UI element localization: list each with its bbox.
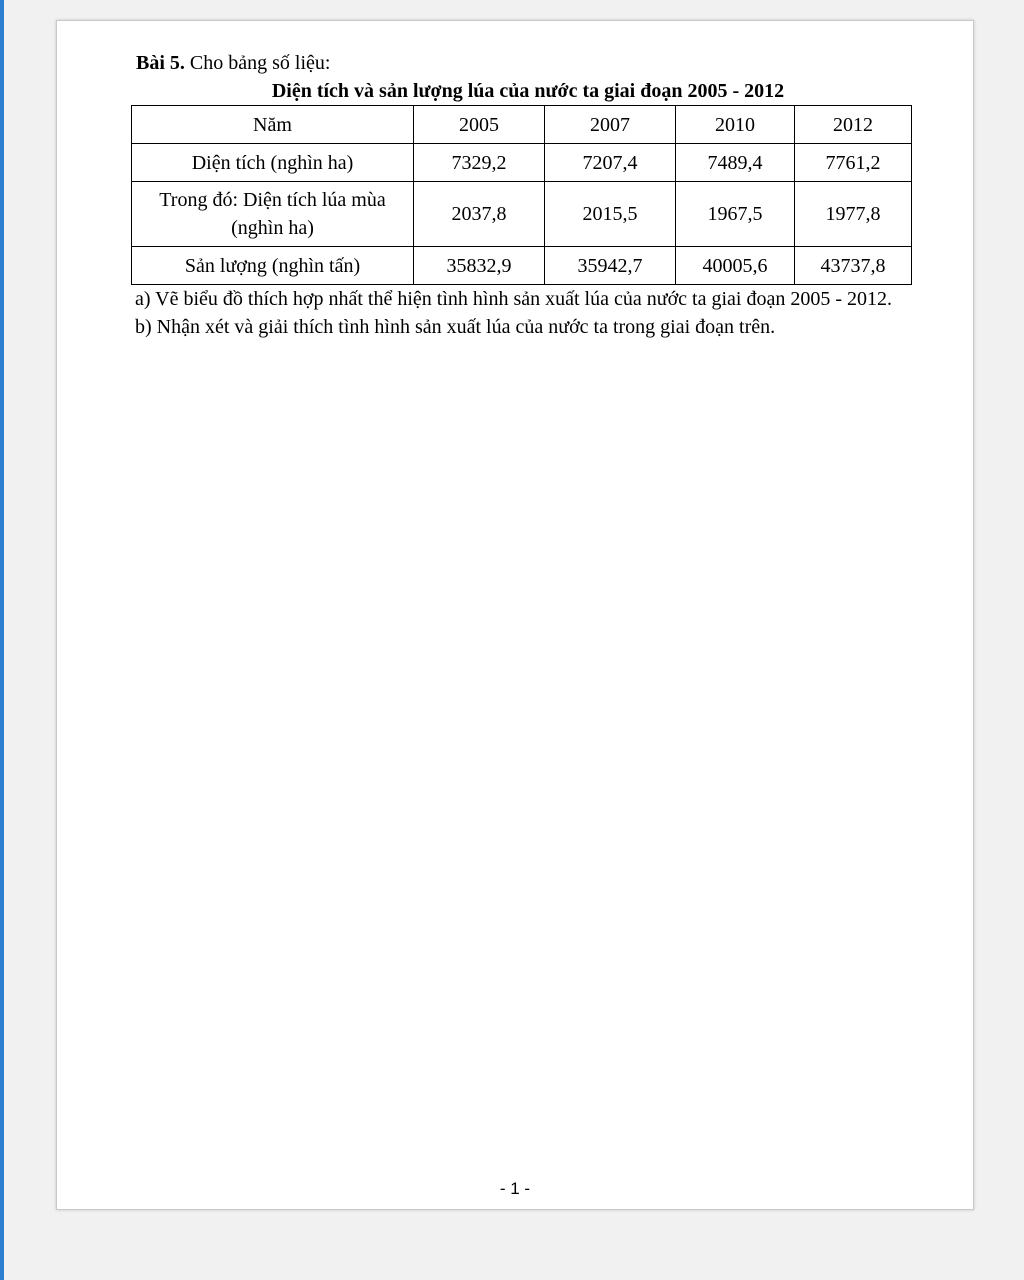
table-row-label: Trong đó: Diện tích lúa mùa (nghìn ha) (132, 182, 414, 247)
table-header-cell: Năm (132, 106, 414, 144)
page-content (136, 49, 916, 341)
table-header-cell: 2007 (545, 106, 676, 144)
data-table (131, 105, 912, 285)
table-cell: 35942,7 (545, 247, 676, 285)
table-cell: 7329,2 (414, 144, 545, 182)
exercise-intro: Cho bảng số liệu: (184, 52, 331, 74)
table-cell: 1967,5 (676, 182, 795, 247)
question-a: a) Vẽ biểu đồ thích hợp nhất thể hiện tình hình sản xuất lúa của nước ta giai đoạn 2005 - 2012. (135, 288, 893, 310)
table-row (132, 182, 912, 247)
table-title: Diện tích và sản lượng lúa của nước ta giai đoạn 2005 - 2012 (271, 80, 785, 102)
table-cell: 2015,5 (545, 182, 676, 247)
table-cell: 2037,8 (414, 182, 545, 247)
table-header-cell: 2005 (414, 106, 545, 144)
table-cell: 7489,4 (676, 144, 795, 182)
table-header-row (132, 106, 912, 144)
table-row-label: Sản lượng (nghìn tấn) (132, 247, 414, 285)
table-cell: 35832,9 (414, 247, 545, 285)
table-cell: 40005,6 (676, 247, 795, 285)
exercise-heading (136, 49, 916, 77)
page-number: - 1 - (499, 1179, 531, 1198)
question-b: b) Nhận xét và giải thích tình hình sản xuất lúa của nước ta trong giai đoạn trên. (135, 316, 776, 338)
window-left-accent (0, 0, 4, 1280)
table-row (132, 247, 912, 285)
table-header-cell: 2012 (795, 106, 912, 144)
table-cell: 7761,2 (795, 144, 912, 182)
table-cell: 43737,8 (795, 247, 912, 285)
table-row (132, 144, 912, 182)
table-cell: 1977,8 (795, 182, 912, 247)
table-row-label: Diện tích (nghìn ha) (132, 144, 414, 182)
table-cell: 7207,4 (545, 144, 676, 182)
document-page (56, 20, 974, 1210)
exercise-label: Bài 5. (136, 52, 185, 74)
table-header-cell: 2010 (676, 106, 795, 144)
